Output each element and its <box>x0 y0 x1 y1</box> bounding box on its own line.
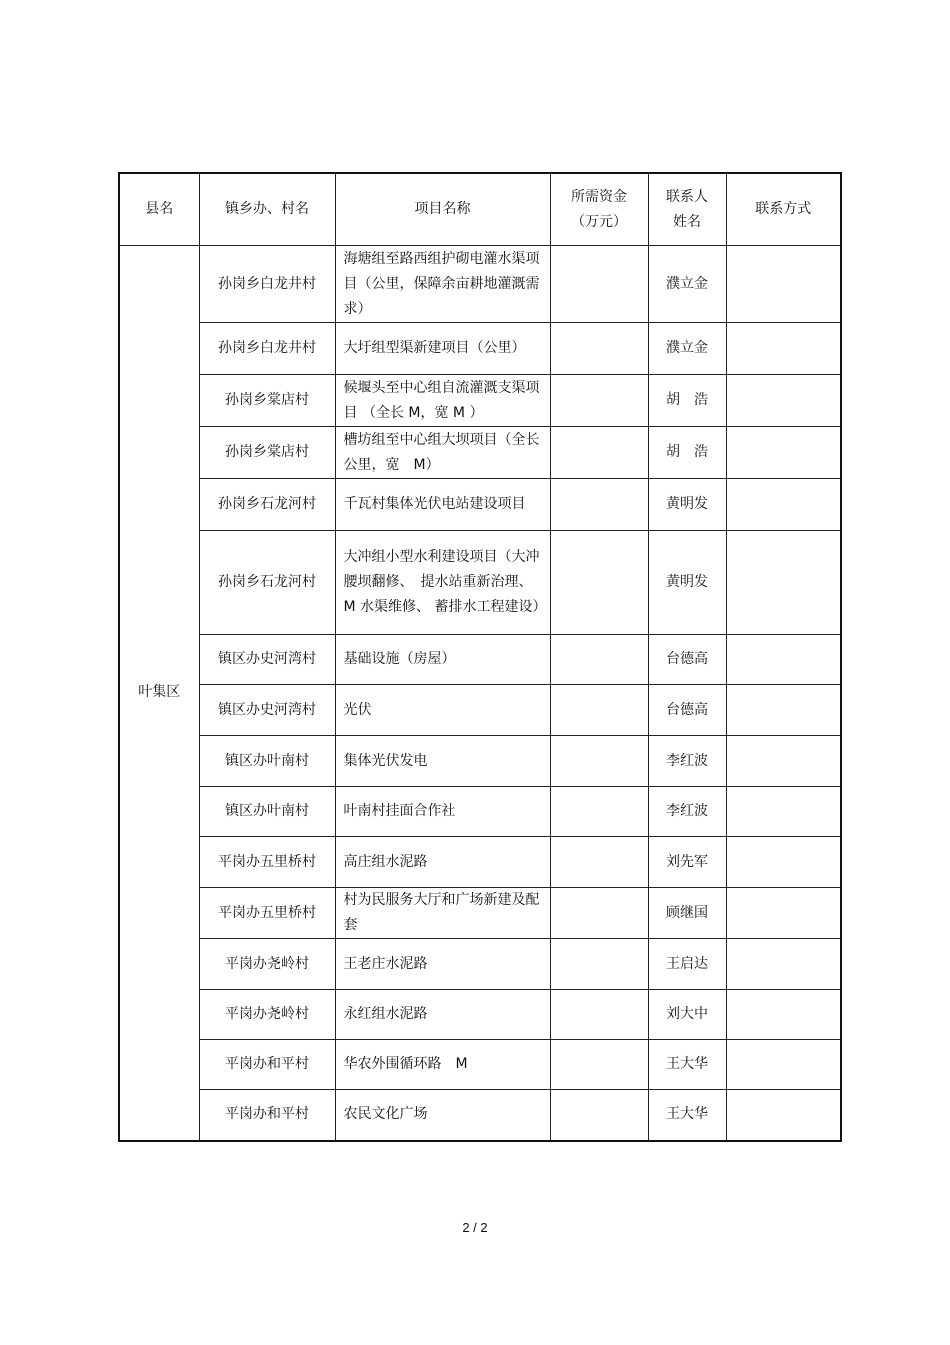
funds-cell <box>550 837 648 888</box>
header-funds <box>550 173 648 246</box>
contact-cell: 李红波 <box>648 787 726 837</box>
project-cell: 高庄组水泥路 <box>335 837 550 888</box>
header-contact-line2: 姓名 <box>673 213 701 230</box>
phone-cell <box>726 531 841 635</box>
funds-cell <box>550 888 648 939</box>
table-row <box>119 685 841 736</box>
county-cell: 叶集区 <box>119 246 199 1141</box>
project-cell: 叶南村挂面合作社 <box>335 787 550 837</box>
funds-cell <box>550 246 648 323</box>
table-row <box>119 1040 841 1090</box>
village-cell: 平岗办五里桥村 <box>199 837 335 888</box>
project-cell: 大冲组小型水利建设项目（大冲腰坝翻修、 提水站重新治理、 M 水渠维修、 蓄排水工程建设） <box>335 531 550 635</box>
funds-cell <box>550 990 648 1040</box>
contact-cell: 黄明发 <box>648 531 726 635</box>
table-row <box>119 787 841 837</box>
header-row <box>119 173 841 246</box>
header-county: 县名 <box>119 173 199 246</box>
village-cell: 孙岗乡棠店村 <box>199 375 335 427</box>
contact-cell: 台德高 <box>648 685 726 736</box>
header-contact-line1: 联系人 <box>666 188 708 205</box>
phone-cell <box>726 427 841 479</box>
phone-cell <box>726 837 841 888</box>
project-cell: 王老庄水泥路 <box>335 939 550 990</box>
phone-cell <box>726 323 841 375</box>
contact-cell: 濮立金 <box>648 246 726 323</box>
contact-cell: 刘先军 <box>648 837 726 888</box>
contact-cell: 王大华 <box>648 1040 726 1090</box>
contact-cell: 王大华 <box>648 1090 726 1141</box>
phone-cell <box>726 479 841 531</box>
header-contact <box>648 173 726 246</box>
contact-cell: 刘大中 <box>648 990 726 1040</box>
village-cell: 镇区办叶南村 <box>199 736 335 787</box>
funds-cell <box>550 635 648 685</box>
table-row <box>119 736 841 787</box>
table-row <box>119 375 841 427</box>
header-funds-line2: （万元） <box>571 213 627 230</box>
project-cell: 千瓦村集体光伏电站建设项目 <box>335 479 550 531</box>
table-row <box>119 531 841 635</box>
phone-cell <box>726 787 841 837</box>
phone-cell <box>726 375 841 427</box>
header-funds-line1: 所需资金 <box>571 188 627 205</box>
village-cell: 平岗办尧岭村 <box>199 990 335 1040</box>
contact-cell: 黄明发 <box>648 479 726 531</box>
phone-cell <box>726 1040 841 1090</box>
village-cell: 孙岗乡棠店村 <box>199 427 335 479</box>
village-cell: 孙岗乡石龙河村 <box>199 479 335 531</box>
page-number: 2 / 2 <box>462 1220 488 1235</box>
table-row <box>119 427 841 479</box>
phone-cell <box>726 736 841 787</box>
table-row <box>119 246 841 323</box>
header-town-village: 镇乡办、村名 <box>199 173 335 246</box>
contact-cell: 顾继国 <box>648 888 726 939</box>
project-table <box>118 172 842 1142</box>
phone-cell <box>726 939 841 990</box>
village-cell: 平岗办和平村 <box>199 1040 335 1090</box>
contact-cell: 台德高 <box>648 635 726 685</box>
funds-cell <box>550 427 648 479</box>
table-row <box>119 479 841 531</box>
contact-cell: 胡 浩 <box>648 427 726 479</box>
table-row <box>119 1090 841 1141</box>
header-phone: 联系方式 <box>726 173 841 246</box>
header-project: 项目名称 <box>335 173 550 246</box>
contact-cell: 胡 浩 <box>648 375 726 427</box>
phone-cell <box>726 635 841 685</box>
funds-cell <box>550 685 648 736</box>
phone-cell <box>726 246 841 323</box>
village-cell: 镇区办史河湾村 <box>199 635 335 685</box>
table-row <box>119 990 841 1040</box>
funds-cell <box>550 531 648 635</box>
project-cell: 永红组水泥路 <box>335 990 550 1040</box>
project-cell: 大圩组型渠新建项目（公里） <box>335 323 550 375</box>
village-cell: 孙岗乡白龙井村 <box>199 246 335 323</box>
project-cell: 槽坊组至中心组大坝项目（全长公里，宽 M） <box>335 427 550 479</box>
table-row <box>119 323 841 375</box>
village-cell: 平岗办五里桥村 <box>199 888 335 939</box>
funds-cell <box>550 479 648 531</box>
village-cell: 平岗办尧岭村 <box>199 939 335 990</box>
project-cell: 农民文化广场 <box>335 1090 550 1141</box>
village-cell: 孙岗乡石龙河村 <box>199 531 335 635</box>
project-cell: 华农外围循环路 M <box>335 1040 550 1090</box>
funds-cell <box>550 323 648 375</box>
contact-cell: 王启达 <box>648 939 726 990</box>
phone-cell <box>726 685 841 736</box>
funds-cell <box>550 375 648 427</box>
funds-cell <box>550 787 648 837</box>
table-row <box>119 837 841 888</box>
project-cell: 集体光伏发电 <box>335 736 550 787</box>
village-cell: 镇区办史河湾村 <box>199 685 335 736</box>
table-row <box>119 635 841 685</box>
project-cell: 海塘组至路西组护砌电灌水渠项目（公里，保障余亩耕地灌溉需求） <box>335 246 550 323</box>
phone-cell <box>726 888 841 939</box>
contact-cell: 濮立金 <box>648 323 726 375</box>
funds-cell <box>550 1090 648 1141</box>
contact-cell: 李红波 <box>648 736 726 787</box>
project-cell: 候堰头至中心组自流灌溉支渠项目 （全长 M，宽 M ） <box>335 375 550 427</box>
village-cell: 孙岗乡白龙井村 <box>199 323 335 375</box>
project-cell: 村为民服务大厅和广场新建及配套 <box>335 888 550 939</box>
village-cell: 镇区办叶南村 <box>199 787 335 837</box>
funds-cell <box>550 1040 648 1090</box>
project-cell: 基础设施（房屋） <box>335 635 550 685</box>
phone-cell <box>726 1090 841 1141</box>
project-cell: 光伏 <box>335 685 550 736</box>
funds-cell <box>550 939 648 990</box>
table-row <box>119 888 841 939</box>
phone-cell <box>726 990 841 1040</box>
funds-cell <box>550 736 648 787</box>
village-cell: 平岗办和平村 <box>199 1090 335 1141</box>
table-row <box>119 939 841 990</box>
